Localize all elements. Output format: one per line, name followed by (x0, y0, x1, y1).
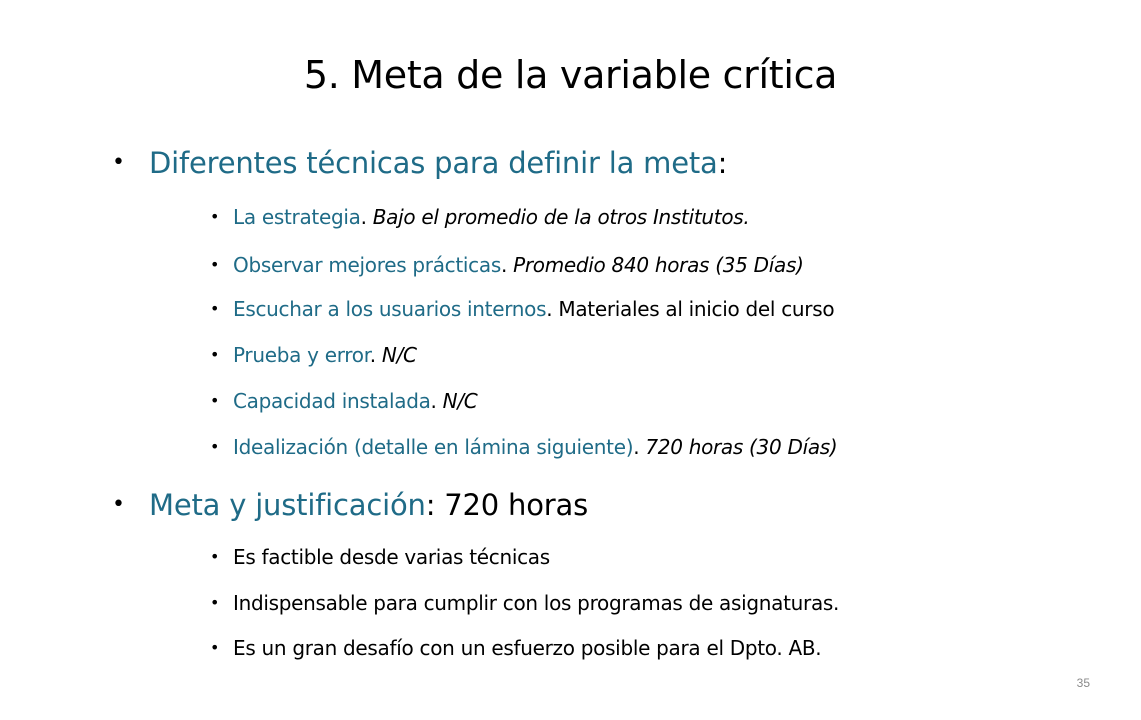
bullet-icon: • (210, 207, 220, 226)
bullet-icon: • (210, 391, 220, 410)
bullet-icon: • (210, 638, 220, 657)
bullet-icon: • (210, 255, 220, 274)
separator: . (430, 389, 443, 413)
section-suffix: : 720 horas (425, 488, 588, 522)
justification-text: Indispensable para cumplir con los programas de asignaturas. (233, 591, 840, 615)
separator: . (369, 343, 382, 367)
justification-text: Es un gran desafío con un esfuerzo posible para el Dpto. AB. (233, 636, 822, 660)
justification-text: Es factible desde varias técnicas (233, 545, 550, 569)
section-suffix: : (717, 146, 728, 180)
page-number: 35 (1076, 676, 1090, 690)
technique-result: 720 horas (30 Días) (645, 435, 838, 459)
technique-name: Capacidad instalada (233, 389, 431, 413)
technique-result: N/C (442, 389, 478, 413)
technique-name: Escuchar a los usuarios internos (233, 297, 547, 321)
separator: . (546, 297, 559, 321)
bullet-icon: • (210, 547, 220, 566)
technique-name: Idealización (detalle en lámina siguiente) (233, 435, 634, 459)
technique-name: La estrategia (233, 205, 361, 229)
section-heading: Diferentes técnicas para definir la meta (149, 146, 718, 180)
technique-name: Observar mejores prácticas (233, 253, 501, 277)
technique-result: Bajo el promedio de la otros Institutos. (372, 205, 750, 229)
technique-name: Prueba y error (233, 343, 370, 367)
bullet-icon: • (112, 150, 125, 175)
separator: . (360, 205, 373, 229)
technique-result: Promedio 840 horas (35 Días) (513, 253, 804, 277)
technique-result: Materiales al inicio del curso (558, 297, 835, 321)
bullet-icon: • (210, 593, 220, 612)
separator: . (633, 435, 646, 459)
bullet-icon: • (210, 437, 220, 456)
bullet-icon: • (210, 345, 220, 364)
bullet-icon: • (210, 299, 220, 318)
bullet-icon: • (112, 492, 125, 517)
technique-result: N/C (381, 343, 417, 367)
section-heading: Meta y justificación (149, 488, 426, 522)
separator: . (500, 253, 514, 277)
slide-title: 5. Meta de la variable crítica (303, 53, 838, 97)
